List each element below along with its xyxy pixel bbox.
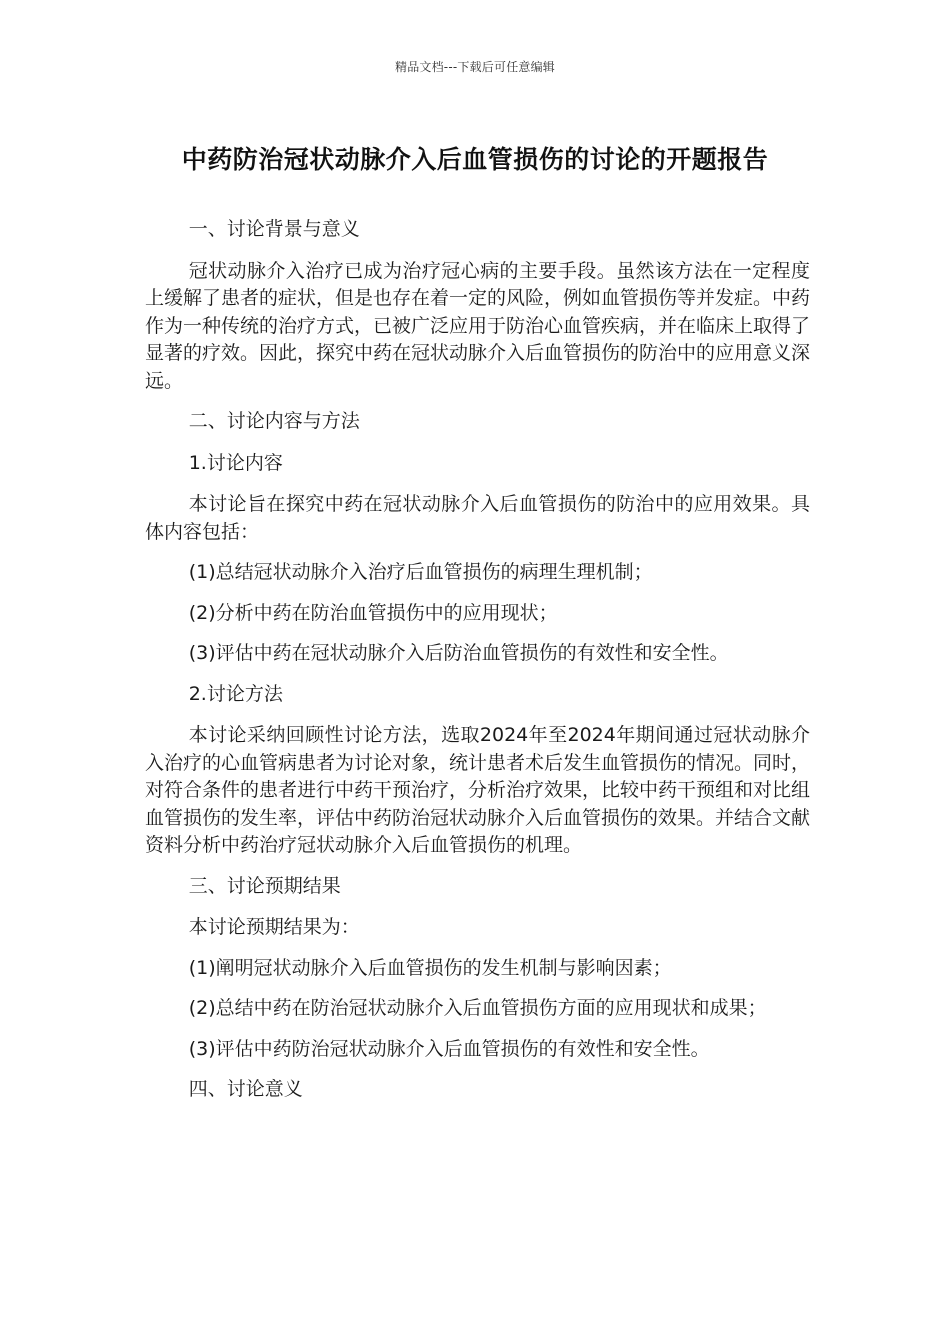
- paragraph-background: 冠状动脉介入治疗已成为治疗冠心病的主要手段。虽然该方法在一定程度上缓解了患者的症状，但是也存在着一定的风险，例如血管损伤等并发症。中药作为一种传统的治疗方式，已被广泛应用于防治心血管疾病，并在临床上取得了显著的疗效。因此，探究中药在冠状动脉介入后血管损伤的防治中的应用意义深远。: [145, 259, 811, 392]
- paragraph-expected-intro: 本讨论预期结果为：: [188, 916, 360, 938]
- list-item-content-1: (1)总结冠状动脉介入治疗后血管损伤的病理生理机制；: [188, 561, 653, 583]
- document-body: [145, 216, 810, 1118]
- list-item-expected-3: (3)评估中药防治冠状动脉介入后血管损伤的有效性和安全性。: [188, 1037, 710, 1060]
- list-item-expected-1: (1)阐明冠状动脉介入后血管损伤的发生机制与影响因素；: [188, 956, 672, 979]
- section-heading-background: 一、讨论背景与意义: [188, 218, 360, 240]
- list-item-expected-2: (2)总结中药在防治冠状动脉介入后血管损伤方面的应用现状和成果；: [188, 997, 767, 1019]
- section-heading-significance: 四、讨论意义: [188, 1078, 303, 1100]
- page-header-watermark: 精品文档---下载后可任意编辑: [395, 60, 555, 74]
- subheading-content: 1.讨论内容: [188, 451, 283, 474]
- section-heading-expected-results: 三、讨论预期结果: [188, 874, 341, 897]
- document-title: 中药防治冠状动脉介入后血管损伤的讨论的开题报告: [181, 145, 769, 174]
- paragraph-content-intro: 本讨论旨在探究中药在冠状动脉介入后血管损伤的防治中的应用效果。具体内容包括：: [145, 493, 810, 543]
- list-item-content-2: (2)分析中药在防治血管损伤中的应用现状；: [188, 601, 558, 624]
- section-heading-content-method: 二、讨论内容与方法: [188, 410, 360, 432]
- subheading-method: 2.讨论方法: [188, 682, 283, 705]
- paragraph-method: 本讨论采纳回顾性讨论方法，选取2024年至2024年期间通过冠状动脉介入治疗的心血管病患者为讨论对象，统计患者术后发生血管损伤的情况。同时，对符合条件的患者进行中药干预治疗，分析治疗效果，比较中药干预组和对比组血管损伤的发生率，评估中药防治冠状动脉介入后血管损伤的效果。并结合文献资料分析中药治疗冠状动脉介入后血管损伤的机理。: [145, 724, 811, 856]
- list-item-content-3: (3)评估中药在冠状动脉介入后防治血管损伤的有效性和安全性。: [188, 642, 729, 664]
